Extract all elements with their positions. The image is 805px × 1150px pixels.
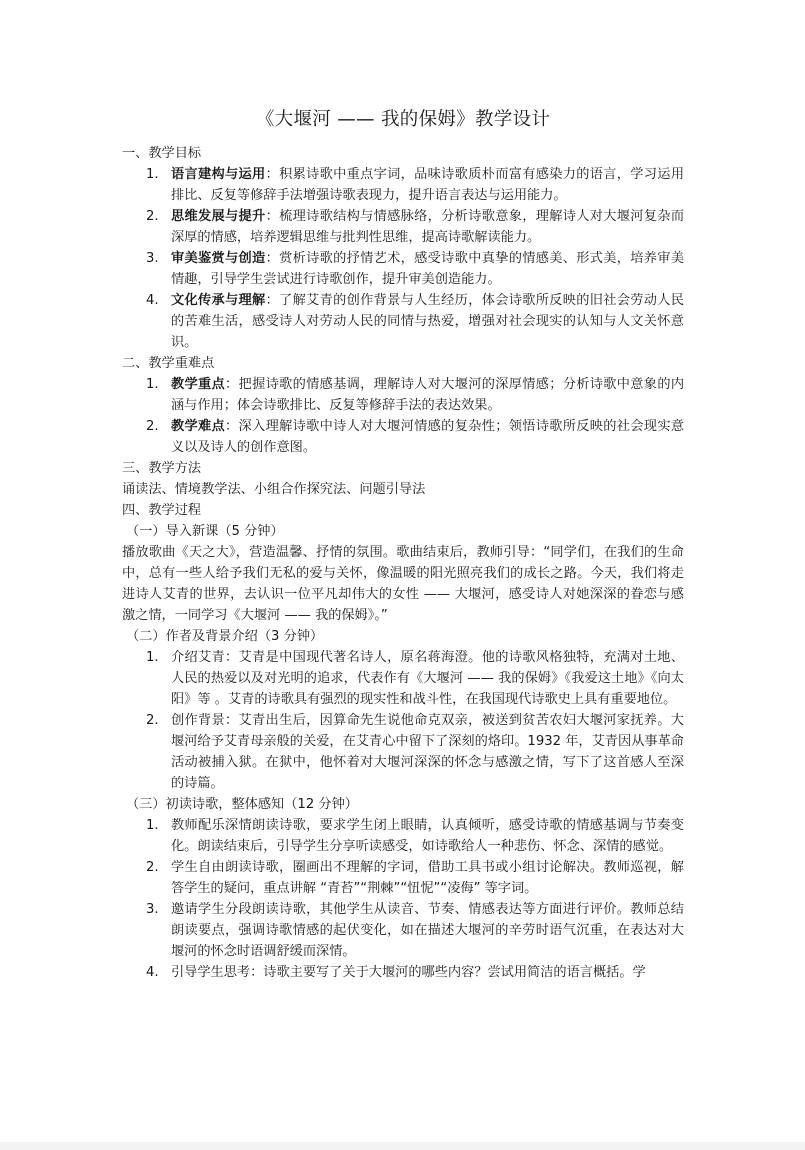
section-heading-goals: 一、教学目标 xyxy=(122,146,202,161)
list-item xyxy=(122,710,684,794)
item-number: 1. xyxy=(146,818,159,833)
item-term: 思维发展与提升 xyxy=(171,209,266,224)
list-item xyxy=(122,164,684,206)
item-text: 教师配乐深情朗读诗歌，要求学生闭上眼睛，认真倾听，感受诗歌的情感基调与节奏变化。朗读结束后，引导学生分享听读感受，如诗歌给人一种悲伤、怀念、深情的感觉。 xyxy=(171,818,684,854)
item-number: 1. xyxy=(146,167,159,182)
list-item xyxy=(122,899,684,962)
methods-text: 诵读法、情境教学法、小组合作探究法、问题引导法 xyxy=(122,482,426,497)
reading-list xyxy=(122,815,684,983)
item-number: 4. xyxy=(146,293,159,308)
list-item xyxy=(122,248,684,290)
item-text: ：赏析诗歌的抒情艺术，感受诗歌中真挚的情感美、形式美，培养审美情趣，引导学生尝试进行诗歌创作，提升审美创造能力。 xyxy=(171,251,685,287)
list-item xyxy=(122,374,684,416)
background-list xyxy=(122,647,684,794)
item-number: 3. xyxy=(146,902,159,917)
section-heading-process: 四、教学过程 xyxy=(122,503,202,518)
list-item xyxy=(122,647,684,710)
item-number: 1. xyxy=(146,650,159,665)
item-term: 语言建构与运用 xyxy=(171,167,266,182)
item-number: 3. xyxy=(146,251,159,266)
list-item xyxy=(122,290,684,353)
item-term: 教学难点 xyxy=(171,419,226,434)
document-title: 《大堰河 —— 我的保姆》教学设计 xyxy=(255,109,551,130)
item-text: 学生自由朗读诗歌，圈画出不理解的字词，借助工具书或小组讨论解决。教师巡视，解答学生的疑问，重点讲解 “青苔”“荆棘”“忸怩”“凌侮” 等字词。 xyxy=(171,860,684,896)
item-text: ：梳理诗歌结构与情感脉络，分析诗歌意象，理解诗人对大堰河复杂而深厚的情感，培养逻辑思维与批判性思维，提高诗歌解读能力。 xyxy=(171,209,685,245)
item-text: ：积累诗歌中重点字词，品味诗歌质朴而富有感染力的语言，学习运用排比、反复等修辞手法增强诗歌表现力，提升语言表达与运用能力。 xyxy=(171,167,685,203)
item-number: 2. xyxy=(146,209,159,224)
item-text: ：了解艾青的创作背景与人生经历，体会诗歌所反映的旧社会劳动人民的苦难生活，感受诗人对劳动人民的同情与热爱，增强对社会现实的认知与人文关怀意识。 xyxy=(171,293,685,350)
list-item xyxy=(122,206,684,248)
item-number: 2. xyxy=(146,419,159,434)
subsection-heading-intro: （一）导入新课（5 分钟） xyxy=(126,524,284,539)
list-item xyxy=(122,962,684,983)
section-heading-keypoints: 二、教学重难点 xyxy=(122,356,215,371)
item-text: ：把握诗歌的情感基调，理解诗人对大堰河的深厚情感；分析诗歌中意象的内涵与作用；体会诗歌排比、反复等修辞手法的表达效果。 xyxy=(171,377,685,413)
keypoints-list xyxy=(122,374,684,458)
item-text: 创作背景：艾青出生后，因算命先生说他命克双亲，被送到贫苦农妇大堰河家抚养。大堰河给予艾青母亲般的关爱，在艾青心中留下了深刻的烙印。1932 年，艾青因从事革命活动被捕入狱。在狱中，他怀着对大堰河深深的怀念与感激之情，写下了这首感人至深的诗篇。 xyxy=(171,713,684,791)
item-text: 引导学生思考：诗歌主要写了关于大堰河的哪些内容？尝试用简洁的语言概括。学 xyxy=(171,965,646,980)
item-term: 审美鉴赏与创造 xyxy=(171,251,266,266)
intro-paragraph: 播放歌曲《天之大》，营造温馨、抒情的氛围。歌曲结束后，教师引导：“同学们，在我们的生命中，总有一些人给予我们无私的爱与关怀，像温暖的阳光照亮我们的成长之路。今天，我们将走进诗人艾青的世界，去认识一位平凡却伟大的女性 —— 大堰河，感受诗人对她深深的眷恋与感激之情，一同学习《大堰河 —— 我的保姆》。” xyxy=(122,545,684,623)
item-number: 2. xyxy=(146,860,159,875)
document-body xyxy=(122,106,684,983)
item-text: 邀请学生分段朗读诗歌，其他学生从读音、节奏、情感表达等方面进行评价。教师总结朗读要点，强调诗歌情感的起伏变化，如在描述大堰河的辛劳时语气沉重，在表达对大堰河的怀念时语调舒缓而深情。 xyxy=(171,902,684,959)
list-item xyxy=(122,416,684,458)
goals-list xyxy=(122,164,684,353)
item-term: 文化传承与理解 xyxy=(171,293,266,308)
item-number: 2. xyxy=(146,713,159,728)
section-heading-methods: 三、教学方法 xyxy=(122,461,202,476)
item-term: 教学重点 xyxy=(171,377,226,392)
subsection-heading-reading: （三）初读诗歌，整体感知（12 分钟） xyxy=(126,797,358,812)
subsection-heading-background: （二）作者及背景介绍（3 分钟） xyxy=(126,629,324,644)
item-text: ：深入理解诗歌中诗人对大堰河情感的复杂性；领悟诗歌所反映的社会现实意义以及诗人的创作意图。 xyxy=(171,419,685,455)
list-item xyxy=(122,857,684,899)
list-item xyxy=(122,815,684,857)
item-number: 4. xyxy=(146,965,159,980)
item-number: 1. xyxy=(146,377,159,392)
item-text: 介绍艾青：艾青是中国现代著名诗人，原名蒋海澄。他的诗歌风格独特，充满对土地、人民的热爱以及对光明的追求，代表作有《大堰河 —— 我的保姆》《我爱这土地》《向太阳》等 。艾青的诗歌具有强烈的现实性和战斗性，在我国现代诗歌史上具有重要地位。 xyxy=(171,650,684,707)
